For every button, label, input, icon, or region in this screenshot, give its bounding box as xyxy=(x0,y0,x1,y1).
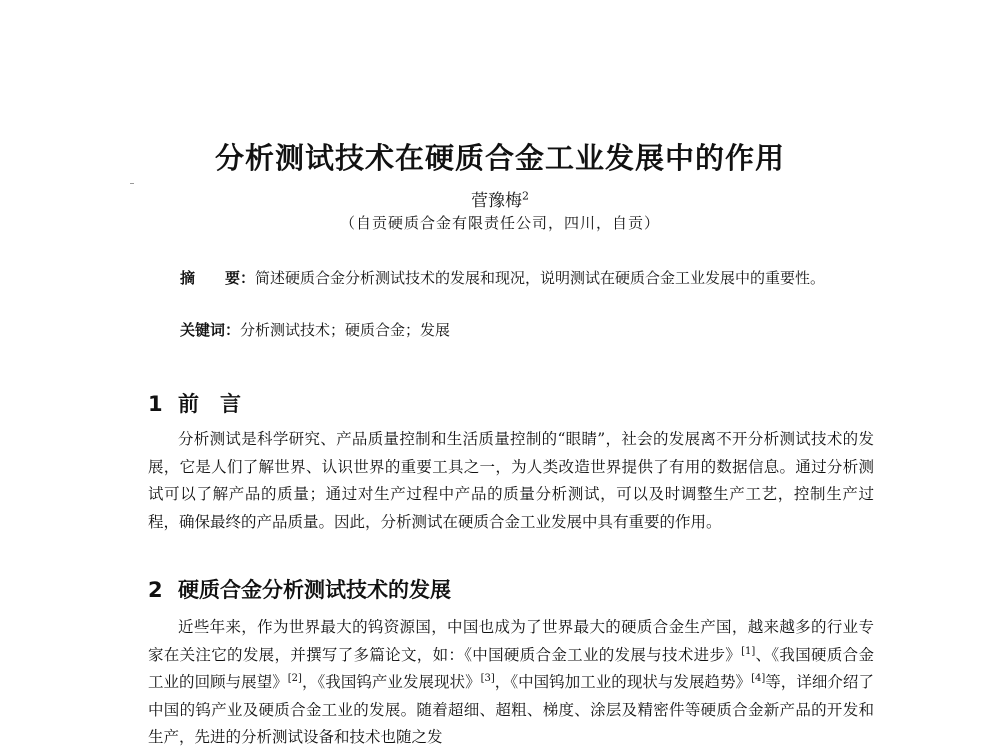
paragraph-text: ，《中国钨加工业的现状与发展趋势》 xyxy=(494,673,752,691)
paragraph-text: 等，详细介绍了中国的钨产业及硬质合金工业的发展。随着超细、超粗、梯度、涂层及精密件等硬质合金新产品的开发和生产，先进的分析测试设备和技术也随之发 xyxy=(148,673,874,746)
section-number-2: 2 xyxy=(148,578,163,602)
scan-mark xyxy=(130,183,134,184)
affiliation: （自贡硬质合金有限责任公司，四川，自贡） xyxy=(339,214,660,232)
paragraph-text: 、《我国硬质合金工业的回顾与展望》 xyxy=(148,645,874,691)
paper-title: 分析测试技术在硬质合金工业发展中的作用 xyxy=(214,141,785,175)
abstract-paragraph xyxy=(148,264,874,292)
section-title-2: 硬质合金分析测试技术的发展 xyxy=(178,578,451,602)
author-name: 菅豫梅 xyxy=(471,191,522,211)
section-1-paragraph: 分析测试是科学研究、产品质量控制和生活质量控制的“眼睛”，社会的发展离不开分析测试技术的发展，它是人们了解世界、认识世界的重要工具之一，为人类改造世界提供了有用的数据信息。通过分析测试可以了解产品的质量；通过对生产过程中产品的质量分析测试，可以及时调整生产工艺，控制生产过程，确保最终的产品质量。因此，分析测试在硬质合金工业发展中具有重要的作用。 xyxy=(148,430,874,531)
abstract xyxy=(148,264,874,292)
abstract-text: 简述硬质合金分析测试技术的发展和现况，说明测试在硬质合金工业发展中的重要性。 xyxy=(255,269,826,287)
abstract-label: 摘 要： xyxy=(180,269,256,287)
paragraph-text: ，《我国钨产业发展现状》 xyxy=(301,673,481,691)
keywords-text: 分析测试技术；硬质合金；发展 xyxy=(240,321,451,339)
keywords-label: 关键词： xyxy=(180,321,241,339)
citation-3: [3] xyxy=(480,672,495,684)
section-2-paragraph xyxy=(148,614,874,752)
section-heading-2 xyxy=(148,574,451,604)
section-title-1: 前 言 xyxy=(178,392,241,416)
citation-4: [4] xyxy=(751,672,766,684)
author-superscript: 2 xyxy=(522,189,529,203)
paragraph-text: 近些年来，作为世界最大的钨资源国，中国也成为了世界最大的硬质合金生产国，越来越多的行业专家在关注它的发展，并撰写了多篇论文，如：《中国硬质合金工业的发展与技术进步》 xyxy=(148,618,874,664)
section-number-1: 1 xyxy=(148,392,163,416)
keywords xyxy=(180,318,870,342)
citation-1: [1] xyxy=(741,645,756,657)
author-line xyxy=(0,186,1000,211)
section-heading-1 xyxy=(148,388,241,418)
citation-2: [2] xyxy=(287,672,302,684)
